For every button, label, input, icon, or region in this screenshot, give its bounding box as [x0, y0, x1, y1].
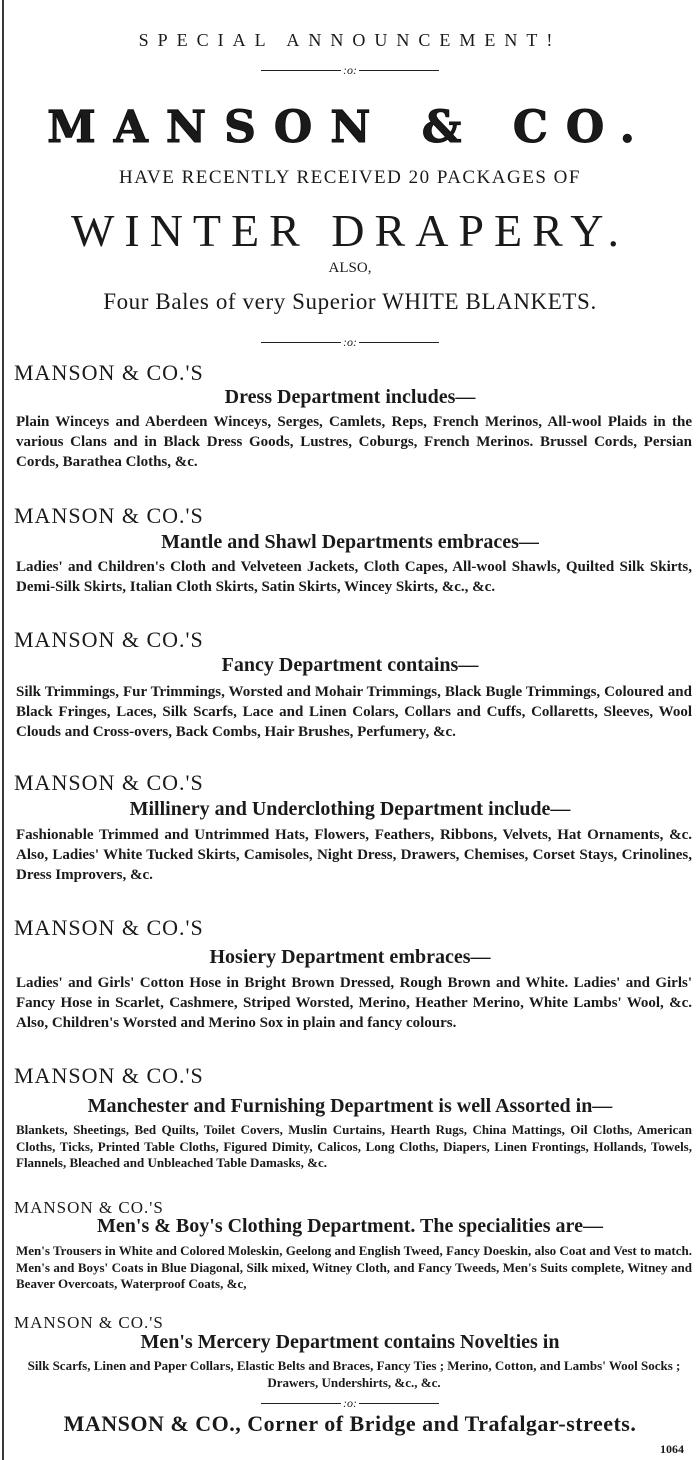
department-title: Fancy Department contains—	[221, 654, 479, 676]
section-heading: MANSON & CO.'S	[14, 1313, 164, 1332]
divider: :o:	[0, 62, 700, 78]
department-text: Blankets, Sheetings, Bed Quilts, Toilet Covers, Muslin Curtains, Hearth Rugs, China Mattings, Oil Cloths, American Cloths, Ticks, Printed Table Cloths, Figured Dimity, Calicos, Long Cloths, Diapers, Linen Frontings, Hollands, Towels, Flannels, Bleached and Unbleached Table Damasks, &c.	[16, 1122, 692, 1170]
section-heading: MANSON & CO.'S	[14, 503, 204, 528]
department-text: Plain Winceys and Aberdeen Winceys, Serges, Camlets, Reps, French Merinos, All-wool Plaids in the various Clans and in Black Dress Goods, Lustres, Coburgs, French Merinos. Brussel Cords, Persian Cords, Barathea Cloths, &c.	[16, 414, 692, 470]
also-line: ALSO,	[328, 260, 372, 276]
divider: :o:	[0, 1395, 700, 1411]
section-heading: MANSON & CO.'S	[14, 627, 204, 652]
main-item-title: WINTER DRAPERY.	[70, 205, 630, 256]
department-title: Men's Mercery Department contains Novelties in	[140, 1331, 560, 1353]
department-text: Silk Trimmings, Fur Trimmings, Worsted and Mohair Trimmings, Black Bugle Trimmings, Coloured and Black Fringes, Laces, Silk Scarfs, Lace and Linen Colars, Collars and Cuffs, Collaretts, Sleeves, Wool Clouds and Cross-overs, Back Combs, Hair Brushes, Perfumery, &c.	[16, 684, 692, 740]
department-title: Men's & Boy's Clothing Department. The specialities are—	[97, 1215, 603, 1237]
section-heading: MANSON & CO.'S	[14, 360, 204, 385]
department-text: Men's Trousers in White and Colored Moleskin, Geelong and English Tweed, Fancy Doeskin, also Coat and Vest to match. Men's and Boys' Coats in Blue Diagonal, Silk mixed, Witney Cloth, and Fancy Tweeds, Men's Suits complete, Witney and Beaver Overcoats, Waterproof Coats, &c,	[16, 1243, 692, 1291]
divider: :o:	[0, 334, 700, 350]
section-heading: MANSON & CO.'S	[14, 1198, 164, 1217]
department-title: Dress Department includes—	[224, 386, 476, 408]
ad-number: 1064	[660, 1442, 684, 1456]
department-title: Millinery and Underclothing Department include—	[129, 798, 571, 820]
bales-line: Four Bales of very Superior WHITE BLANKETS.	[103, 289, 597, 314]
department-text: Ladies' and Girls' Cotton Hose in Bright Brown Dressed, Rough Brown and White. Ladies' and Girls' Fancy Hose in Scarlet, Cashmere, Striped Worsted, Merino, Heather Merino, White Lambs' Wool, &c. Also, Children's Worsted and Merino Sox in plain and fancy colours.	[16, 975, 692, 1031]
section-heading: MANSON & CO.'S	[14, 915, 204, 940]
section-heading: MANSON & CO.'S	[14, 770, 204, 795]
department-text: Fashionable Trimmed and Untrimmed Hats, Flowers, Feathers, Ribbons, Velvets, Hat Ornaments, &c. Also, Ladies' White Tucked Skirts, Camisoles, Night Dress, Drawers, Chemises, Corset Stays, Crinolines, Dress Improvers, &c.	[16, 827, 692, 883]
department-text: Silk Scarfs, Linen and Paper Collars, Elastic Belts and Braces, Fancy Ties ; Merino, Cotton, and Lambs' Wool Socks ; Drawers, Undershirts, &c., &c.	[27, 1358, 681, 1390]
received-line: HAVE RECENTLY RECEIVED 20 PACKAGES OF	[119, 167, 581, 188]
department-title: Manchester and Furnishing Department is well Assorted in—	[87, 1095, 613, 1117]
department-title: Hosiery Department embraces—	[209, 946, 491, 968]
footer-address: MANSON & CO., Corner of Bridge and Trafalgar-streets.	[63, 1411, 637, 1436]
section-heading: MANSON & CO.'S	[14, 1063, 204, 1088]
announcement-heading: SPECIAL ANNOUNCEMENT!	[138, 30, 562, 50]
firm-name: MANSON & CO.	[47, 102, 653, 153]
department-text: Ladies' and Children's Cloth and Velveteen Jackets, Cloth Capes, All-wool Shawls, Quilted Silk Skirts, Demi-Silk Skirts, Italian Cloth Skirts, Satin Skirts, Wincey Skirts, &c., &c.	[16, 559, 692, 595]
department-title: Mantle and Shawl Departments embraces—	[161, 531, 539, 553]
